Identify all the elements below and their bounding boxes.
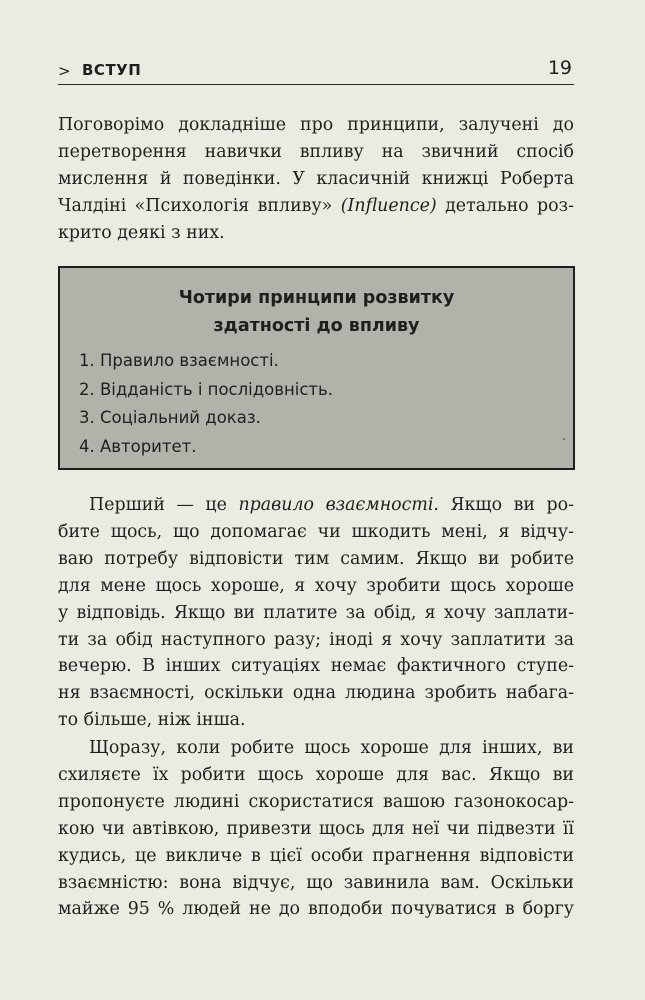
emphasis-term: правило взаємності. [238, 495, 439, 515]
text-line: для мене щось хороше, я хочу зробити щось хороше [58, 575, 574, 596]
paragraph-reciprocity [58, 492, 574, 734]
book-original-title: (Influence) [340, 195, 437, 216]
text-run: Перший — це [89, 495, 239, 515]
text-line: то більше, ніж інша. [58, 710, 246, 731]
list-item: 2. Відданість і послідовність. [79, 379, 334, 399]
box-title-line: Чотири принципи розвитку [178, 288, 455, 308]
text-line: кою чи автівкою, привезти щось для неї чи підвезти її [58, 818, 574, 839]
text-run: детально роз- [436, 195, 574, 216]
principles-list [79, 347, 333, 461]
text-run: Якщо ви ро- [438, 495, 575, 515]
text-line: пропонуєте людині скористатися вашою газонокосар- [58, 791, 574, 812]
text-line: перетворення навички впливу на звичний спосіб [58, 141, 574, 162]
print-speck [563, 438, 565, 440]
text-line: кудись, це викличе в цієї особи прагнення відповісти [58, 845, 574, 866]
text-line: взаємністю: вона відчує, що завинила вам. Оскільки [58, 872, 574, 893]
text-line: мислення й поведінки. У класичній книжці Роберта [58, 168, 574, 189]
principles-box [58, 266, 575, 470]
header-marker: > [58, 62, 71, 80]
box-title-line: здатності до впливу [213, 316, 420, 336]
list-item: 3. Соціальний доказ. [79, 408, 261, 427]
text-line: ваю потребу відповісти тим самим. Якщо ви робите [58, 548, 574, 569]
paragraph-intro [58, 112, 574, 247]
box-title [60, 284, 573, 340]
text-run: Чалдіні «Психологія впливу» [58, 195, 341, 216]
text-line: у відповідь. Якщо ви платите за обід, я хочу заплати- [58, 602, 574, 623]
list-item: 4. Авторитет. [79, 436, 197, 456]
text-line: Щоразу, коли робите щось хороше для інших, ви [89, 738, 574, 758]
paragraph-favors [58, 735, 574, 923]
section-title: ВСТУП [82, 61, 142, 79]
text-line: схиляєте їх робити щось хороше для вас. Якщо ви [58, 764, 574, 785]
text-line [58, 193, 574, 220]
list-item: 1. Правило взаємності. [79, 351, 279, 370]
text-line: вечерю. В інших ситуаціях немає фактичного ступе- [58, 656, 574, 677]
text-line: Поговорімо докладніше про принципи, залучені до [58, 115, 574, 135]
text-line [58, 492, 574, 519]
text-line: ня взаємності, оскільки одна людина зробить набага- [58, 683, 574, 704]
text-line: ти за обід наступного разу; іноді я хочу заплатити за [58, 629, 574, 650]
running-head [58, 58, 574, 85]
page-number: 19 [547, 57, 572, 79]
text-line: крито деякі з них. [58, 222, 225, 243]
text-line: майже 95 % людей не до вподоби почуватися в боргу [58, 899, 574, 920]
text-line: бите щось, що допомагає чи шкодить мені, я відчу- [58, 521, 574, 542]
